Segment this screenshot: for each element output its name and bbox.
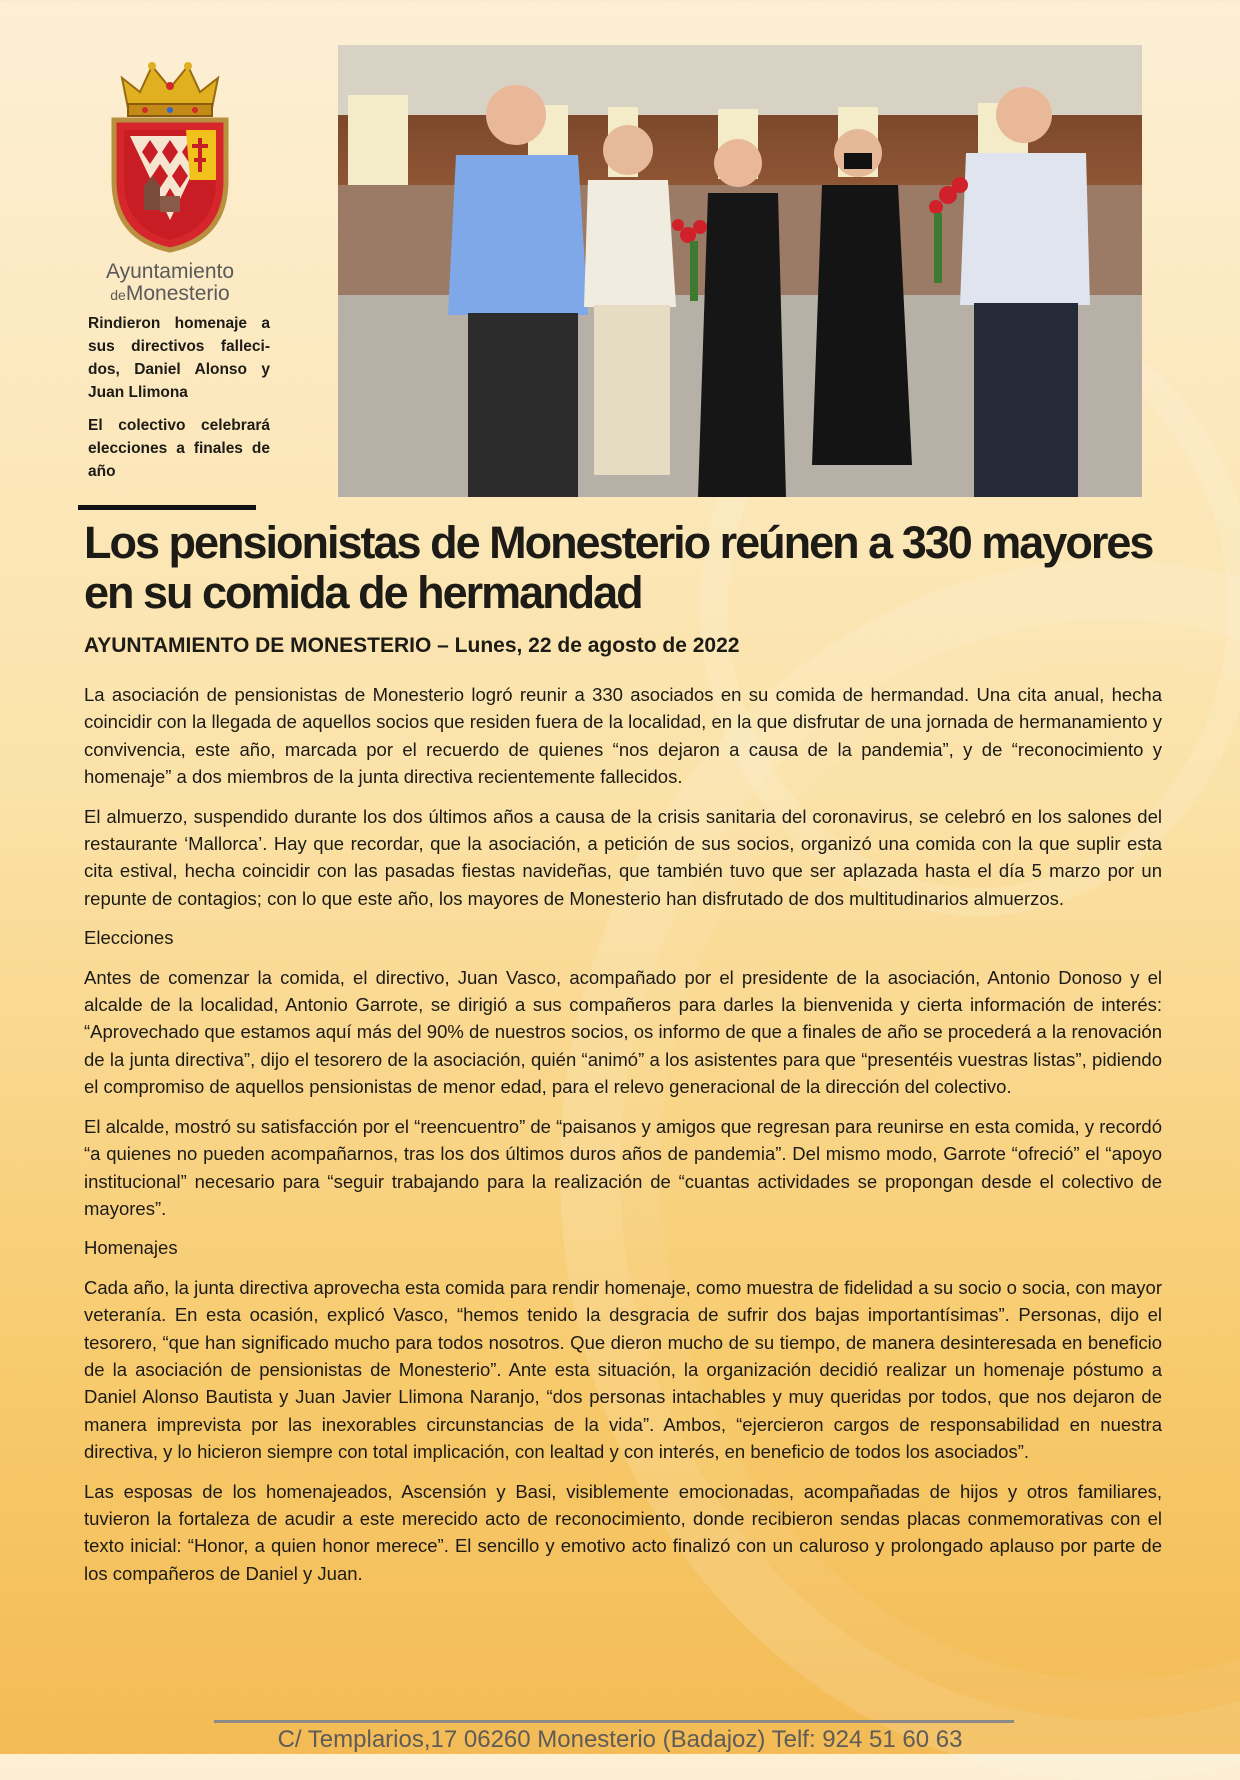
paragraph-6: Las esposas de los homenajeados, Ascensión y Basi, visiblemente emocionadas, acompañadas de hijos y otros familiares, tuvieron la fortaleza de acudir a este merecido acto de reconocimiento, donde recibieron sendas placas conmemorativas con el texto inicial: “Honor, a quien honor merece”. El sencillo y emotivo acto finalizó con un caluroso y prolongado aplauso por parte de los compañeros de Daniel y Juan. [84, 1480, 1162, 1584]
paragraph-3: Antes de comenzar la comida, el directivo, Juan Vasco, acompañado por el presidente de la asociación, Antonio Donoso y el alcalde de la localidad, Antonio Garrote, se dirigió a sus compañeros para darles la bienvenida y cierta información de interés: “Aprovechado que estamos aquí más del 90% de nuestros socios, os informo de que a finales de año se procederá a la renovación de la junta directiva”, dijo el tesorero de la asociación, quién “animó” a los asistentes para que “presentéis vuestras listas”, pidiendo el compromiso de aquellos pensionistas de menor edad, para el relevo generacional de la dirección del colectivo. [84, 966, 1162, 1098]
byline: AYUNTAMIENTO DE MONESTERIO – Lunes, 22 de agosto de 2022 [84, 634, 740, 657]
logo-line-2 [80, 283, 260, 306]
coat-of-arms-icon [100, 60, 240, 255]
paragraph-1: La asociación de pensionistas de Monesterio logró reunir a 330 asociados en su comida de hermandad. Una cita anual, hecha coincidir con la llegada de aquellos socios que residen fuera de la localidad, en la que disfrutar de una jornada de hermanamiento y convivencia, este año, marcada por el recuerdo de quienes “nos dejaron a causa de la pandemia”, y de “reconocimiento y homenaje” a dos miembros de la junta directiva recientemente fallecidos. [84, 684, 1162, 788]
logo-line-1: Ayuntamiento [105, 260, 235, 283]
logo-line-2-name: Monesterio [125, 282, 230, 305]
logo-line-2-prefix: de [110, 287, 126, 303]
section-heading-elecciones: Elecciones [84, 927, 174, 949]
subheadlines [88, 312, 270, 493]
headline: Los pensionistas de Monesterio reúnen a 330 mayores en su comida de hermandad [84, 517, 1153, 618]
paragraph-4: El alcalde, mostró su satisfacción por el “reencuentro” de “paisanos y amigos que regresan para reunirse en esta comida, y recordó “a quienes no pueden acompañarnos, tras los dos últimos duros años de pandemia”. Del mismo modo, Garrote “ofreció” el “apoyo institucional” necesario para “seguir trabajando para la realización de “cuantas actividades se propongan desde el colectivo de mayores”. [84, 1115, 1162, 1219]
paragraph-5: Cada año, la junta directiva aprovecha esta comida para rendir homenaje, como muestra de fidelidad a su socio o socia, con mayor veteranía. En esta ocasión, explicó Vasco, “hemos tenido la desgracia de sufrir dos bajas importantísimas”. Personas, dijo el tesorero, “que han significado mucho para todos nosotros. Que dieron mucho de su tiempo, de manera desinteresada en beneficio de la asociación de pensionistas de Monesterio”. Ante esta situación, la organización decidió realizar un homenaje póstumo a Daniel Alonso Bautista y Juan Javier Llimona Naranjo, “dos personas intachables y muy queridas por todos, que nos dejaron de manera imprevista por las inexorables circunstancias de la vida”. Ambos, “ejercieron cargos de responsabilidad en nuestra directiva, y lo hicieron siempre con total implicación, con lealtad y con interés, en beneficio de todos los asociados”. [84, 1276, 1162, 1463]
group-photo-illustration [338, 45, 1142, 497]
event-photo [338, 45, 1142, 497]
paragraph-2: El almuerzo, suspendido durante los dos últimos años a causa de la crisis sanitaria del coronavirus, se celebró en los salones del restaurante ‘Mallorca’. Hay que recordar, que la asociación, a petición de sus socios, organizó una comida con la que suplir esta cita estival, hecha coincidir con las pasadas fiestas navideñas, que también tuvo que ser aplazada hasta el día 5 marzo por un repunte de contagios; con lo que este año, los mayores de Monesterio han disfrutado de dos multitudinarios almuerzos. [84, 805, 1162, 909]
section-heading-homenajes: Homenajes [84, 1237, 178, 1259]
article-body [84, 681, 1162, 1599]
municipal-logo [80, 60, 260, 306]
footer-address: C/ Templarios,17 06260 Monesterio (Badajoz) Telf: 924 51 60 63 [277, 1726, 963, 1753]
subheadline-2: El colectivo celebrará elecciones a finales de año [88, 417, 270, 480]
crown-icon [122, 62, 218, 116]
logo-caption [80, 261, 260, 306]
subheadline-1: Rindieron homenaje a sus directivos falleci-dos, Daniel Alonso y Juan Llimona [88, 315, 270, 401]
sidebar-rule [78, 505, 256, 510]
footer-rule [214, 1720, 1014, 1723]
